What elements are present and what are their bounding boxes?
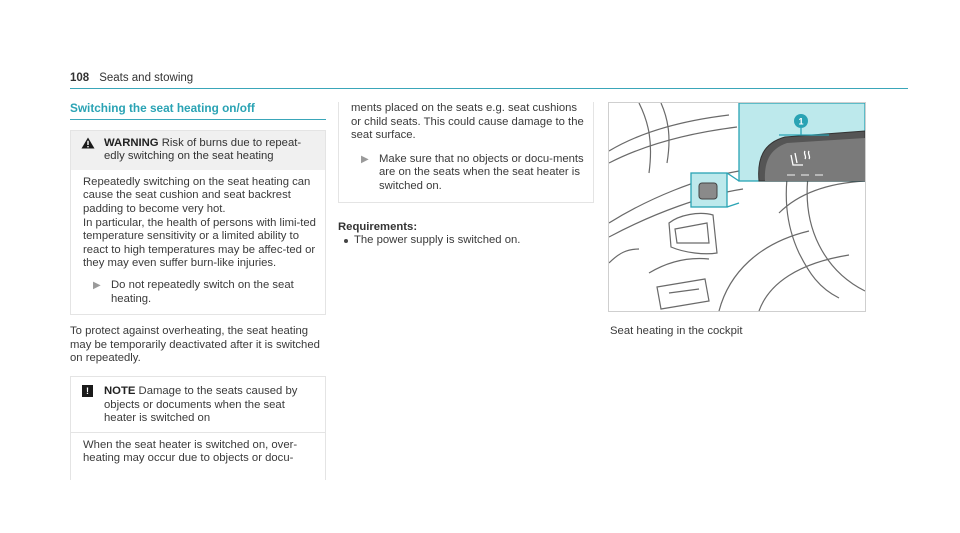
requirements-label: Requirements: bbox=[338, 220, 418, 233]
warning-heading-text: Risk of burns due to repeat-edly switching on the seat heating bbox=[104, 136, 302, 163]
protection-paragraph: To protect against overheating, the seat heating may be temporarily deactivated after it is switched on repeatedly. bbox=[70, 325, 320, 365]
note-action-text: Make sure that no objects or docu-ments are on the seats when the seat heater is switched on. bbox=[379, 152, 584, 192]
column-left bbox=[70, 102, 326, 480]
cockpit-illustration bbox=[609, 103, 865, 311]
note-heading-text: Damage to the seats caused by objects or documents when the seat heater is switched on bbox=[104, 384, 298, 425]
requirement-item bbox=[338, 234, 594, 248]
arrow-right-icon: ▶ bbox=[93, 279, 101, 291]
warning-triangle-icon bbox=[81, 137, 95, 154]
note-box-continued bbox=[338, 102, 594, 203]
page-number: 108 bbox=[70, 72, 90, 84]
note-body bbox=[71, 433, 325, 480]
note-paragraph-start: When the seat heater is switched on, over-heating may occur due to objects or docu- bbox=[83, 438, 298, 465]
warning-paragraph: Repeatedly switching on the seat heating can cause the seat cushion and seat backrest padding to become very hot. bbox=[83, 175, 311, 215]
section-title: Switching the seat heating on/off bbox=[70, 102, 326, 120]
note-body-continued bbox=[339, 102, 593, 202]
note-paragraph-cont: ments placed on the seats e.g. seat cushions or child seats. This could cause damage to the seat surface. bbox=[351, 102, 584, 142]
warning-heading bbox=[71, 131, 325, 170]
bullet-icon bbox=[344, 239, 348, 243]
header-divider bbox=[70, 88, 908, 89]
warning-body bbox=[71, 170, 325, 314]
arrow-right-icon: ▶ bbox=[361, 153, 369, 165]
page-header bbox=[70, 72, 193, 86]
warning-paragraph: In particular, the health of persons with limi-ted temperature sensitivity or a limited ability to react to high temperatures may be affec-ted or they may even suffer burn-like injuries. bbox=[83, 216, 316, 270]
note-box bbox=[70, 376, 326, 480]
requirement-text: The power supply is switched on. bbox=[354, 234, 521, 247]
header-section: Seats and stowing bbox=[99, 72, 194, 84]
warning-action bbox=[83, 279, 317, 306]
exclamation-square-icon: ! bbox=[82, 385, 93, 397]
warning-box bbox=[70, 130, 326, 316]
figure-caption: Seat heating in the cockpit bbox=[610, 325, 743, 337]
callout-number: 1 bbox=[798, 116, 804, 127]
column-middle bbox=[338, 102, 594, 248]
note-label: NOTE bbox=[104, 384, 136, 397]
warning-action-text: Do not repeatedly switch on the seat heating. bbox=[111, 278, 294, 305]
note-action bbox=[351, 153, 585, 194]
warning-label: WARNING bbox=[104, 136, 159, 149]
cockpit-figure bbox=[608, 102, 866, 312]
note-heading bbox=[71, 377, 325, 433]
